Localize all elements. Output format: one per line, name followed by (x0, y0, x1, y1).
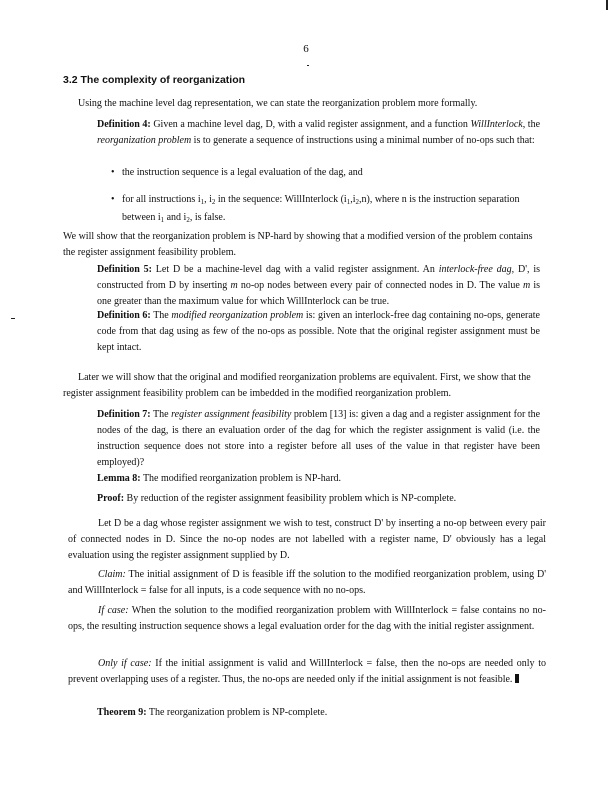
definition-5: Definition 5: Let D be a machine-level dag with a valid register assignment. An interlock-free dag, D', is constructed from D by inserting m no-op nodes between every pair of connected nodes in D. The value m is one greater than the maximum value for which WillInterlock can be true. (97, 264, 541, 307)
qed-icon (515, 674, 519, 683)
only-if-case-paragraph: Only if case: If the initial assignment is valid and WillInterlock = false, then the no-ops are needed only to prevent overlapping uses of a register. Thus, the no-ops are needed only if the initial assignment is not feasible. (68, 658, 547, 685)
theorem-9: Theorem 9: The reorganization problem is NP-complete. (97, 707, 328, 718)
bullet-item-1: • the instruction sequence is a legal evaluation of the dag, and (115, 165, 535, 181)
bullet-icon: • (111, 194, 115, 205)
definition-4: Definition 4: Given a machine level dag, D, with a valid register assignment, and a function WillInterlock, the reorganization problem is to generate a sequence of instructions using a minimal number of no-ops such that: (97, 119, 541, 146)
scan-mark (606, 0, 608, 10)
bullet-icon: • (111, 167, 115, 178)
margin-dash (11, 318, 15, 319)
bullet-item-2: • for all instructions $i_1$, $i_2$ in the sequence: WillInterlock $(i_1,i_2,n)$, where n is the instruction separation between $i_1$ and $i_2$, is false. (111, 194, 520, 224)
page-number: 6 (303, 43, 309, 55)
intro-paragraph: Using the machine level dag representation, we can state the reorganization problem more formally. (78, 98, 478, 109)
definition-6: Definition 6: The modified reorganization problem is: given an interlock-free dag containing no-ops, generate code from that dag using as few of the no-ops as possible. Note that the original register assignment must be kept intact. (97, 310, 540, 353)
proof: Proof: By reduction of the register assignment feasibility problem which is NP-complete. (97, 493, 457, 504)
later-paragraph: Later we will show that the original and modified reorganization problems are equivalent. First, we show that the register assignment feasibility problem can be imbedded in the modified reorganization problem. (63, 372, 531, 399)
scan-speck (307, 65, 309, 66)
definition-7: Definition 7: The register assignment feasibility problem [13] is: given a dag and a register assignment for the nodes of the dag, is there an evaluation order of the dag for which the register assignment is valid (i.e. the instruction sequence does not store into a register before all uses of the value in that register have been employed)? (97, 409, 541, 468)
construct-paragraph: Let D be a dag whose register assignment we wish to test, construct D' by inserting a no-op between every pair of connected nodes in D. Since the no-op nodes are not labelled with a register name, D' obviously has a legal evaluation using the register assignment supplied by D. (68, 518, 546, 561)
lemma-8: Lemma 8: The modified reorganization problem is NP-hard. (97, 473, 342, 484)
if-case-paragraph: If case: When the solution to the modified reorganization problem with WillInterlock = false contains no no-ops, the resulting instruction sequence shows a legal evaluation order for the dag with the initial register assignment. (68, 605, 546, 632)
claim-paragraph: Claim: The initial assignment of D is feasible iff the solution to the modified reorganization problem, using D' and WillInterlock = false for all inputs, is a code sequence with no no-ops. (68, 569, 547, 596)
section-heading: 3.2 The complexity of reorganization (63, 74, 246, 86)
definition-4-label: Definition 4: (97, 119, 151, 130)
np-hard-intro: We will show that the reorganization problem is NP-hard by showing that a modified version of the problem contains the register assignment feasibility problem. (63, 231, 533, 258)
